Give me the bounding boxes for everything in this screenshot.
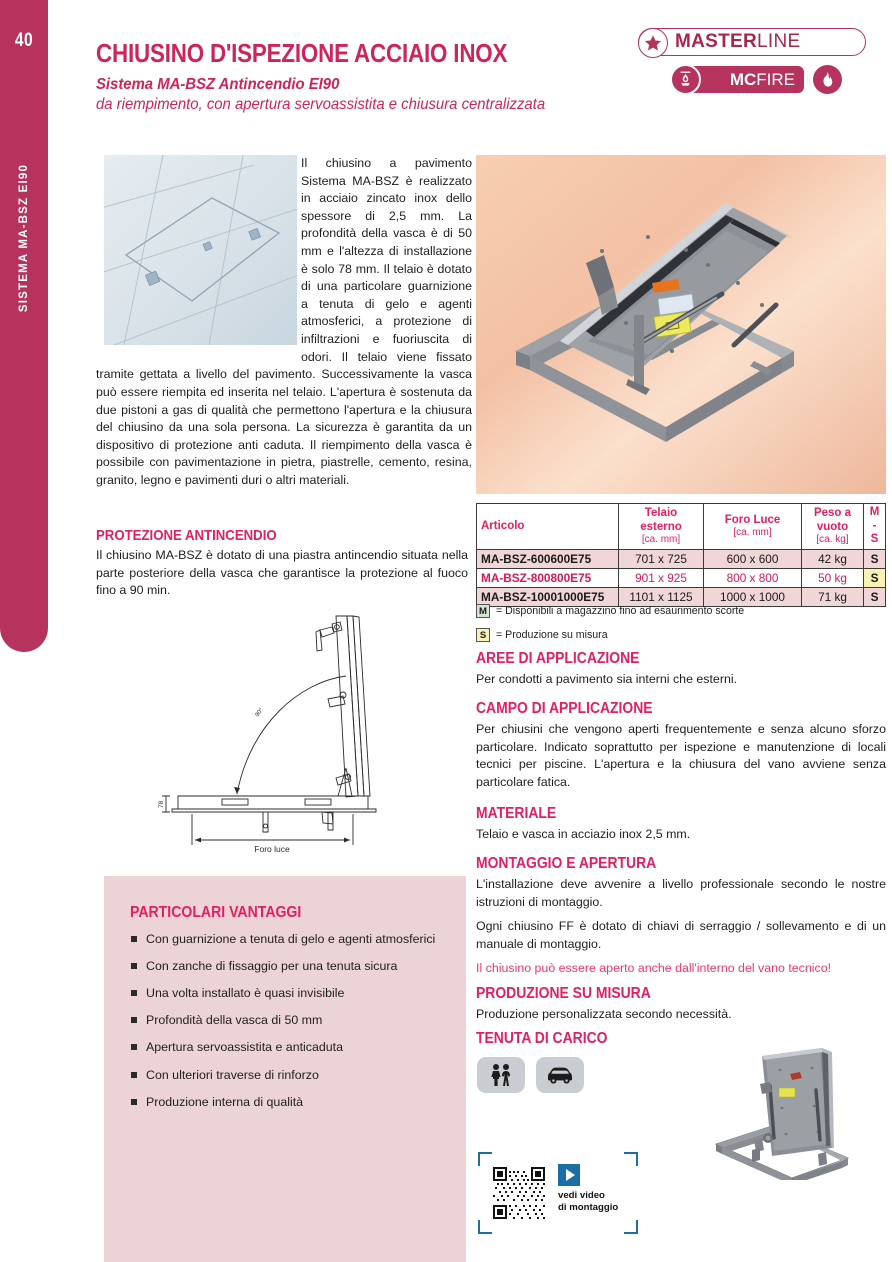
- th-telaio: [619, 504, 704, 550]
- specifications-table: [476, 503, 886, 607]
- video-label-line2: di montaggio: [558, 1201, 619, 1213]
- table-legend: [476, 604, 886, 652]
- list-item: Una volta installato è quasi invisibile: [130, 985, 440, 1002]
- list-item: Profondità della vasca di 50 mm: [130, 1012, 440, 1029]
- play-icon[interactable]: [558, 1164, 580, 1186]
- th-telaio-l2: esterno: [640, 520, 682, 533]
- cell-ms: S: [864, 588, 886, 607]
- th-ms-m: M: [869, 506, 880, 519]
- technical-drawing: [100, 600, 470, 860]
- video-label: [558, 1190, 618, 1213]
- th-foro-unit: [ca. mm]: [733, 527, 772, 539]
- legend-text-m: = Disponibili a magazzino fino ad esaurimento scorte: [496, 605, 745, 617]
- page-subtitle-system: Sistema MA-BSZ Antincendio EI90: [96, 76, 340, 93]
- table-header-row: [477, 504, 886, 550]
- masterline-text: [675, 31, 800, 53]
- legend-badge-m: M: [476, 604, 490, 618]
- th-articolo: Articolo: [477, 504, 619, 550]
- cell-ms: S: [864, 569, 886, 588]
- video-label-line1: vedi video: [558, 1190, 605, 1201]
- section-produzione-heading: PRODUZIONE SU MISURA: [476, 985, 651, 1002]
- cell-telaio: 1101 x 1125: [619, 588, 704, 607]
- advantages-list: [130, 931, 440, 1111]
- advantages-box: [104, 876, 466, 1262]
- page-title: CHIUSINO D'ISPEZIONE ACCIAIO INOX: [96, 38, 508, 68]
- legend-row-s: [476, 628, 886, 642]
- intro-paragraph: [96, 155, 472, 490]
- section-campo: [476, 700, 886, 798]
- fire-protection-text: Il chiusino MA-BSZ è dotato di una piastra antincendio situata nella parte posteriore della vasca che garantisce la protezione al fuoco fino a 90 min.: [96, 548, 468, 598]
- list-item: Con zanche di fissaggio per una tenuta sicura: [130, 958, 440, 975]
- cell-foro: 600 x 600: [704, 550, 802, 569]
- legend-text-s: = Produzione su misura: [496, 629, 608, 641]
- section-materiale-heading: MATERIALE: [476, 805, 557, 822]
- intro-text: Il chiusino a pavimento Sistema MA-BSZ è realizzato in acciaio zincato inox dello spessore di 2,5 mm. La profondità della vasca è di 50 mm e l'altezza di installazione è solo 78 mm. Il telaio è dotato di una particolare guarnizione a tenuta di gelo e agenti atmosferici, a protezione di infiltrazioni e fuoriuscita di odori. Il telaio viene fissato tramite gettata a livello del pavimento. Successivamente la vasca può essere riempita ed inserita nel telaio. L'apertura è sostenuta da due pistoni a gas di qualità che permettono l'apertura e la chiusura del chiusino da una sola persona. La sicurezza è garantita da un dispositivo di protezione anti caduta. Il riempimento della vasca è possibile con pavimentazione in pietra, piastrelle, cemento, resina, granito, legno e pavimenti duri o altri materiali.: [96, 156, 472, 487]
- page-subtitle-desc: da riempimento, con apertura servoassistita e chiusura centralizzata: [96, 96, 546, 113]
- th-peso-l1: Peso a: [813, 507, 852, 520]
- page-header: [96, 38, 626, 114]
- cell-ms: S: [864, 550, 886, 569]
- section-materiale: [476, 805, 886, 851]
- drawing-dimension-label: Foro luce: [254, 844, 290, 854]
- masterline-bold: MASTER: [675, 31, 758, 52]
- th-ms: [864, 504, 886, 550]
- mcfire-text: [730, 70, 795, 90]
- table-row: [477, 550, 886, 569]
- cell-articolo: MA-BSZ-10001000E75: [477, 588, 619, 607]
- th-peso-l2: vuoto: [816, 520, 849, 533]
- corner-bracket-tl: [478, 1152, 492, 1166]
- svg-text:90°: 90°: [254, 707, 265, 719]
- cell-articolo: MA-BSZ-800800E75: [477, 569, 619, 588]
- list-item: Apertura servoassistita e anticaduta: [130, 1039, 440, 1056]
- th-foro: [704, 504, 802, 550]
- list-item: Con guarnizione a tenuta di gelo e agenti atmosferici: [130, 931, 440, 948]
- th-foro-l1: Foro Luce: [724, 513, 781, 526]
- load-capacity-badges: [477, 1057, 584, 1093]
- sidebar-system-label: SISTEMA MA-BSZ EI90: [18, 163, 30, 313]
- section-montaggio-highlight: Il chiusino può essere aperto anche dall'interno del vano tecnico!: [476, 961, 832, 976]
- th-ms-s: S: [870, 533, 879, 546]
- section-aree-heading: AREE DI APPLICAZIONE: [476, 650, 640, 667]
- car-icon: [536, 1057, 584, 1093]
- cell-articolo: MA-BSZ-600600E75: [477, 550, 619, 569]
- product-render-small: [694, 1038, 890, 1180]
- cell-foro: 800 x 800: [704, 569, 802, 588]
- mcfire-logo-row: [680, 65, 870, 94]
- video-qr-box[interactable]: [478, 1152, 638, 1234]
- cell-peso: 50 kg: [802, 569, 864, 588]
- legend-badge-s: S: [476, 628, 490, 642]
- text-wrap-spacer: [96, 155, 301, 351]
- section-aree-text: Per condotti a pavimento sia interni che esterni.: [476, 672, 738, 686]
- section-campo-heading: CAMPO DI APPLICAZIONE: [476, 700, 653, 717]
- page-number: 40: [14, 30, 34, 51]
- corner-bracket-bl: [478, 1220, 492, 1234]
- flame-icon: [813, 65, 842, 94]
- fire-protection-heading: PROTEZIONE ANTINCENDIO: [96, 527, 277, 544]
- advantages-title: PARTICOLARI VANTAGGI: [130, 904, 302, 921]
- masterline-logo: [638, 28, 866, 56]
- mcfire-light: FIRE: [756, 69, 795, 89]
- th-telaio-l1: Telaio: [644, 507, 678, 520]
- list-item: Produzione interna di qualità: [130, 1094, 440, 1111]
- cell-telaio: 901 x 925: [619, 569, 704, 588]
- page-sidebar: [0, 0, 48, 652]
- section-produzione-text: Produzione personalizzata secondo necessità.: [476, 1007, 732, 1021]
- section-tenuta-heading: TENUTA DI CARICO: [476, 1030, 608, 1047]
- th-ms-dash: -: [872, 519, 877, 532]
- th-peso: [802, 504, 864, 550]
- legend-row-m: [476, 604, 886, 618]
- th-peso-unit: [ca. kg]: [816, 534, 849, 546]
- corner-bracket-tr: [624, 1152, 638, 1166]
- mcfire-logo: [680, 66, 804, 93]
- section-campo-text: Per chiusini che vengono aperti frequentemente e senza alcuno sforzo particolare. Indicato soprattutto per ispezione e manutenzione di locali tecnici per piscine. L'apertura e la chiusura del vano avviene senza particolare fatica.: [476, 722, 886, 789]
- cell-peso: 71 kg: [802, 588, 864, 607]
- star-icon: [638, 28, 668, 58]
- section-materiale-text: Telaio e vasca in acciazio inox 2,5 mm.: [476, 827, 691, 841]
- th-telaio-unit: [ca. mm]: [641, 534, 681, 546]
- fire-protection-section: [96, 513, 468, 600]
- list-item: Con ulteriori traverse di rinforzo: [130, 1067, 440, 1084]
- corner-bracket-br: [624, 1220, 638, 1234]
- qr-code-icon[interactable]: [491, 1165, 547, 1221]
- drawing-height-label: 78: [158, 800, 165, 808]
- video-link[interactable]: [558, 1164, 618, 1213]
- masterline-light: LINE: [757, 31, 801, 52]
- mcfire-bold: MC: [729, 69, 757, 89]
- cell-telaio: 701 x 725: [619, 550, 704, 569]
- cell-peso: 42 kg: [802, 550, 864, 569]
- section-montaggio-text1: L'installazione deve avvenire a livello professionale secondo le nostre istruzioni di montaggio.: [476, 877, 886, 909]
- section-montaggio-heading: MONTAGGIO E APERTURA: [476, 855, 657, 872]
- brand-logos: [638, 28, 870, 94]
- section-produzione: [476, 985, 886, 1031]
- section-aree: [476, 650, 886, 696]
- section-montaggio: [476, 855, 886, 978]
- mcfire-flame-badge-icon: [670, 64, 701, 95]
- cell-foro: 1000 x 1000: [704, 588, 802, 607]
- product-photo: [476, 155, 886, 494]
- pedestrian-icon: [477, 1057, 525, 1093]
- section-montaggio-text2: Ogni chiusino FF è dotato di chiavi di serraggio / sollevamento e di un manuale di montaggio.: [476, 919, 886, 951]
- table-row: [477, 569, 886, 588]
